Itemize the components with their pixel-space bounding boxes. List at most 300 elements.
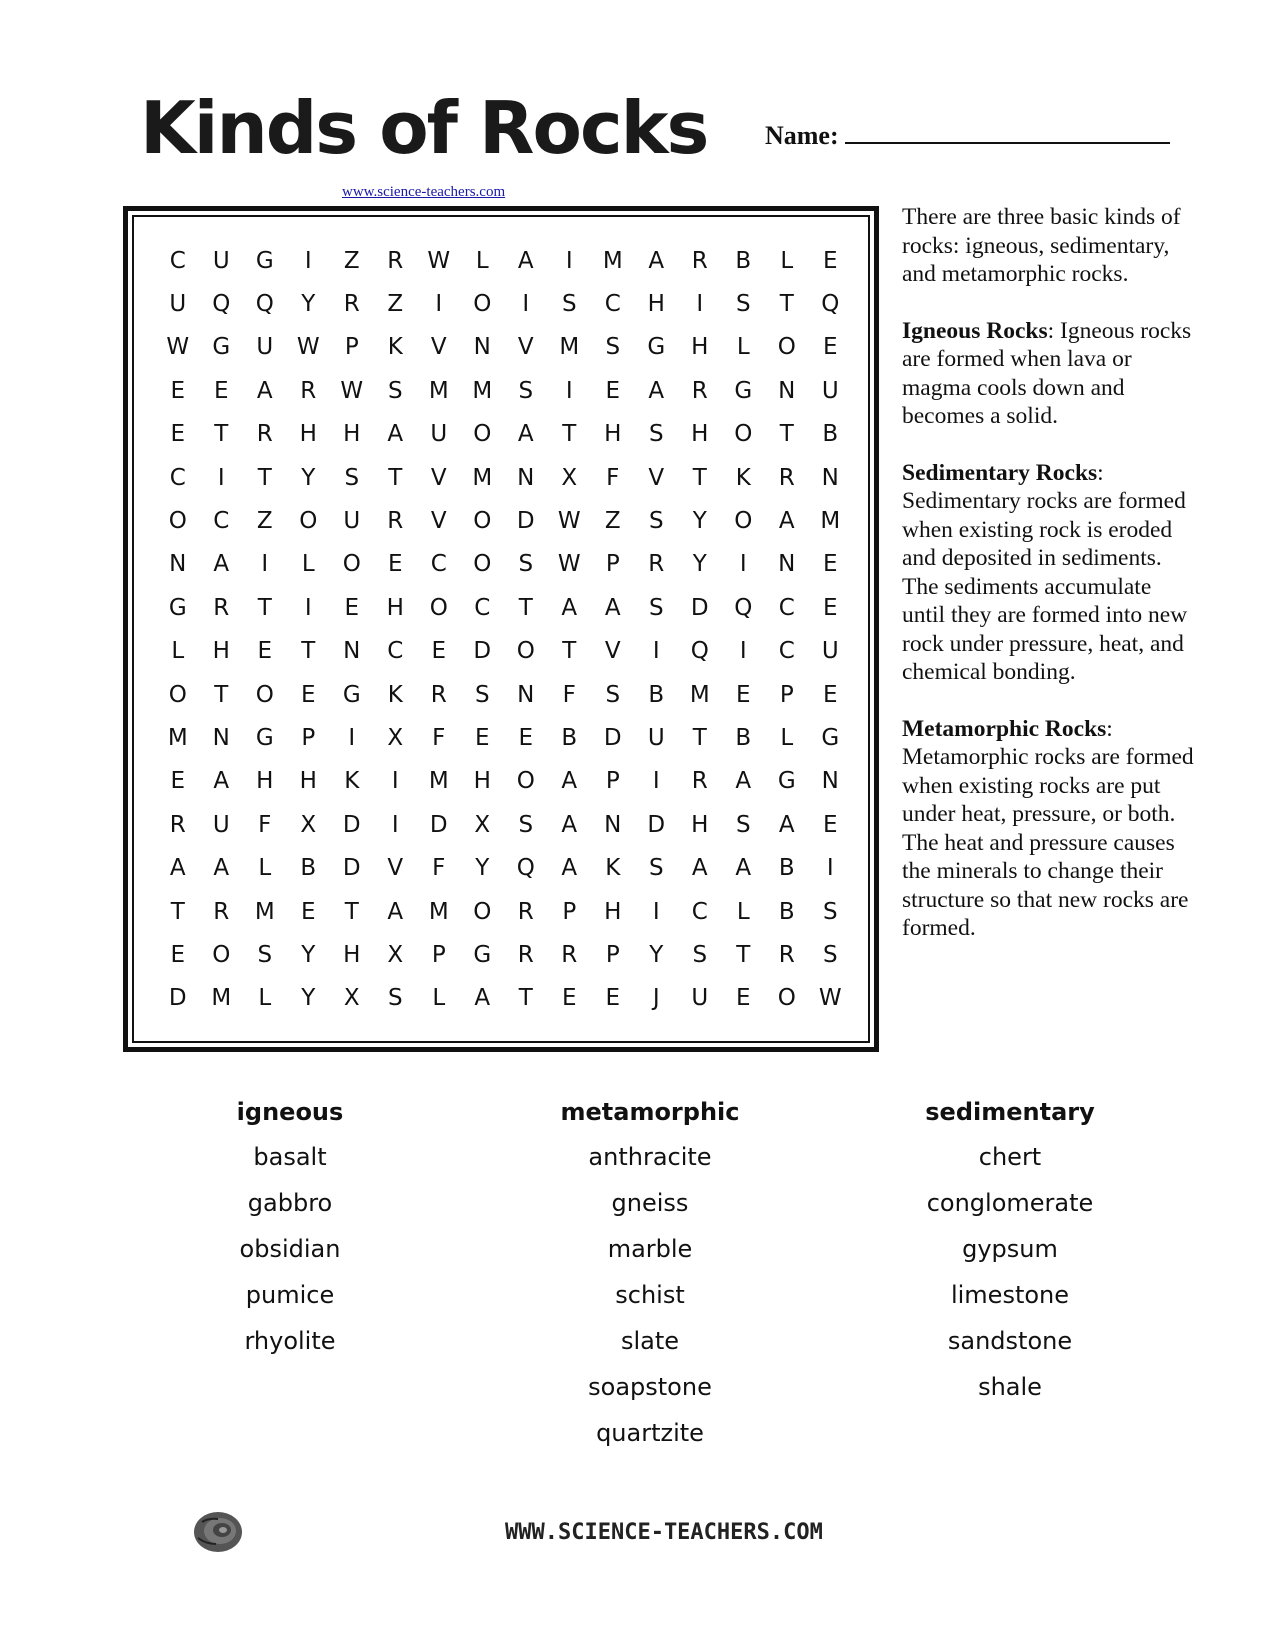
- grid-letter: I: [391, 768, 399, 795]
- grid-letter: R: [648, 551, 665, 578]
- grid-letter: H: [691, 421, 709, 448]
- grid-letter: Y: [301, 941, 316, 968]
- grid-row: [156, 456, 852, 499]
- grid-letter: H: [256, 768, 274, 795]
- grid-letter: H: [691, 811, 709, 838]
- grid-letter: S: [474, 681, 490, 708]
- word-list-item: rhyolite: [244, 1327, 336, 1355]
- word-list-item: anthracite: [588, 1143, 712, 1171]
- grid-letter: Z: [256, 508, 273, 535]
- name-blank-line: [845, 120, 1170, 144]
- grid-letter: U: [256, 334, 274, 361]
- word-list-item: gneiss: [611, 1189, 689, 1217]
- ammonite-fossil-icon: [192, 1510, 244, 1554]
- word-list-item: obsidian: [239, 1235, 341, 1263]
- grid-letter: E: [344, 594, 360, 621]
- grid-letter: O: [342, 551, 361, 578]
- grid-letter: I: [522, 291, 530, 318]
- grid-letter: M: [428, 377, 449, 404]
- grid-letter: U: [821, 638, 839, 665]
- grid-letter: E: [822, 334, 838, 361]
- grid-letter: S: [518, 377, 534, 404]
- grid-letter: U: [212, 247, 230, 274]
- grid-letter: R: [169, 811, 186, 838]
- grid-letter: S: [648, 421, 664, 448]
- grid-letter: V: [430, 508, 447, 535]
- grid-letter: Z: [343, 247, 360, 274]
- grid-letter: R: [691, 768, 708, 795]
- grid-letter: N: [343, 638, 361, 665]
- grid-letter: S: [344, 464, 360, 491]
- grid-letter: E: [735, 681, 751, 708]
- grid-letter: H: [212, 638, 230, 665]
- grid-letter: N: [517, 464, 535, 491]
- grid-letter: I: [565, 247, 573, 274]
- grid-row: [156, 499, 852, 542]
- grid-letter: X: [387, 941, 404, 968]
- grid-letter: S: [735, 811, 751, 838]
- metamorphic-paragraph: [902, 715, 1197, 943]
- grid-letter: T: [344, 898, 359, 925]
- grid-letter: E: [822, 681, 838, 708]
- grid-letter: J: [652, 985, 660, 1012]
- grid-letter: I: [652, 898, 660, 925]
- grid-letter: S: [822, 941, 838, 968]
- grid-letter: V: [648, 464, 665, 491]
- grid-row: [156, 803, 852, 846]
- grid-letter: X: [300, 811, 317, 838]
- grid-letter: P: [605, 941, 620, 968]
- grid-letter: E: [170, 941, 186, 968]
- grid-letter: Y: [692, 551, 707, 578]
- grid-letter: X: [343, 985, 360, 1012]
- sedimentary-heading: Sedimentary Rocks: [902, 459, 1098, 486]
- grid-letter: O: [212, 941, 231, 968]
- grid-letter: L: [736, 334, 750, 361]
- grid-letter: H: [343, 941, 361, 968]
- word-list-metamorphic: [520, 1098, 780, 1464]
- grid-letter: A: [213, 855, 230, 882]
- grid-row: [156, 326, 852, 369]
- grid-letter: U: [821, 377, 839, 404]
- word-list-item: schist: [615, 1281, 685, 1309]
- grid-letter: S: [387, 377, 403, 404]
- grid-letter: Q: [516, 855, 535, 882]
- grid-letter: A: [561, 855, 578, 882]
- grid-letter: A: [387, 421, 404, 448]
- grid-letter: X: [474, 811, 491, 838]
- grid-letter: C: [778, 638, 795, 665]
- grid-letter: B: [561, 724, 578, 751]
- grid-letter: D: [429, 811, 448, 838]
- grid-letter: T: [518, 985, 533, 1012]
- grid-letter: N: [604, 811, 622, 838]
- grid-letter: R: [691, 377, 708, 404]
- grid-letter: U: [169, 291, 187, 318]
- grid-letter: W: [818, 985, 842, 1012]
- grid-letter: U: [343, 508, 361, 535]
- word-list-heading: sedimentary: [925, 1098, 1095, 1126]
- grid-row: [156, 933, 852, 976]
- grid-letter: Y: [301, 464, 316, 491]
- grid-letter: Q: [212, 291, 231, 318]
- grid-letter: N: [169, 551, 187, 578]
- grid-letter: N: [212, 724, 230, 751]
- grid-letter: D: [342, 811, 361, 838]
- grid-letter: E: [431, 638, 447, 665]
- grid-letter: F: [562, 681, 576, 708]
- grid-letter: X: [387, 724, 404, 751]
- word-search-inner-border: [132, 215, 870, 1043]
- grid-letter: M: [167, 724, 188, 751]
- grid-letter: C: [778, 594, 795, 621]
- grid-letter: E: [474, 724, 490, 751]
- grid-letter: E: [822, 594, 838, 621]
- grid-letter: P: [344, 334, 359, 361]
- grid-letter: H: [647, 291, 665, 318]
- grid-letter: E: [822, 551, 838, 578]
- grid-letter: A: [517, 247, 534, 274]
- igneous-heading: Igneous Rocks: [902, 317, 1048, 344]
- grid-letter: L: [432, 985, 446, 1012]
- grid-letter: E: [822, 811, 838, 838]
- grid-letter: U: [691, 985, 709, 1012]
- grid-letter: R: [430, 681, 447, 708]
- grid-letter: I: [652, 768, 660, 795]
- grid-letter: S: [822, 898, 838, 925]
- grid-letter: R: [691, 247, 708, 274]
- grid-letter: G: [821, 724, 840, 751]
- grid-letter: E: [257, 638, 273, 665]
- grid-letter: U: [212, 811, 230, 838]
- grid-letter: O: [299, 508, 318, 535]
- grid-letter: T: [257, 464, 272, 491]
- grid-letter: C: [169, 247, 186, 274]
- grid-letter: T: [562, 421, 577, 448]
- sedimentary-paragraph: [902, 459, 1197, 687]
- grid-letter: R: [561, 941, 578, 968]
- grid-letter: A: [691, 855, 708, 882]
- igneous-paragraph: [902, 317, 1197, 431]
- grid-letter: Z: [604, 508, 621, 535]
- grid-letter: E: [213, 377, 229, 404]
- grid-letter: A: [778, 508, 795, 535]
- grid-letter: V: [517, 334, 534, 361]
- grid-letter: H: [299, 421, 317, 448]
- grid-letter: I: [304, 247, 312, 274]
- grid-letter: O: [473, 508, 492, 535]
- grid-letter: A: [561, 594, 578, 621]
- grid-letter: N: [778, 551, 796, 578]
- grid-letter: A: [256, 377, 273, 404]
- grid-letter: T: [518, 594, 533, 621]
- grid-letter: F: [432, 724, 446, 751]
- grid-letter: E: [561, 985, 577, 1012]
- grid-row: [156, 630, 852, 673]
- grid-letter: I: [652, 638, 660, 665]
- grid-letter: A: [604, 594, 621, 621]
- grid-letter: O: [473, 421, 492, 448]
- grid-letter: H: [473, 768, 491, 795]
- grid-letter: Y: [301, 985, 316, 1012]
- grid-letter: Y: [475, 855, 490, 882]
- grid-letter: R: [343, 291, 360, 318]
- grid-letter: B: [735, 724, 752, 751]
- grid-letter: C: [169, 464, 186, 491]
- grid-letter: K: [387, 681, 403, 708]
- grid-letter: A: [213, 768, 230, 795]
- grid-letter: R: [778, 464, 795, 491]
- grid-letter: E: [387, 551, 403, 578]
- grid-letter: R: [300, 377, 317, 404]
- grid-letter: H: [343, 421, 361, 448]
- grid-letter: M: [602, 247, 623, 274]
- grid-letter: W: [427, 247, 451, 274]
- grid-letter: T: [170, 898, 185, 925]
- grid-letter: M: [472, 464, 493, 491]
- grid-letter: S: [561, 291, 577, 318]
- grid-row: [156, 413, 852, 456]
- grid-letter: F: [432, 855, 446, 882]
- grid-letter: R: [213, 594, 230, 621]
- grid-letter: M: [254, 898, 275, 925]
- grid-letter: O: [473, 551, 492, 578]
- grid-row: [156, 846, 852, 889]
- grid-letter: A: [735, 768, 752, 795]
- grid-row: [156, 586, 852, 629]
- grid-letter: R: [213, 898, 230, 925]
- grid-letter: B: [778, 898, 795, 925]
- grid-row: [156, 369, 852, 412]
- word-list-item: marble: [607, 1235, 693, 1263]
- grid-letter: B: [300, 855, 317, 882]
- grid-letter: S: [648, 855, 664, 882]
- grid-letter: D: [690, 594, 709, 621]
- word-list-item: limestone: [950, 1281, 1070, 1309]
- grid-letter: Z: [387, 291, 404, 318]
- name-label: Name:: [765, 121, 839, 150]
- grid-letter: G: [255, 247, 274, 274]
- grid-letter: G: [342, 681, 361, 708]
- word-list-item: soapstone: [588, 1373, 712, 1401]
- grid-letter: H: [299, 768, 317, 795]
- grid-letter: T: [779, 421, 794, 448]
- grid-letter: X: [561, 464, 578, 491]
- grid-letter: M: [689, 681, 710, 708]
- grid-row: [156, 673, 852, 716]
- word-list-sedimentary: [880, 1098, 1140, 1418]
- grid-letter: P: [301, 724, 316, 751]
- grid-letter: Q: [690, 638, 709, 665]
- word-list-item: gypsum: [962, 1235, 1058, 1263]
- word-list-heading: igneous: [236, 1098, 344, 1126]
- grid-letter: B: [822, 421, 839, 448]
- grid-letter: A: [169, 855, 186, 882]
- grid-letter: O: [734, 508, 753, 535]
- grid-letter: T: [214, 681, 229, 708]
- grid-letter: B: [735, 247, 752, 274]
- word-list-item: pumice: [245, 1281, 335, 1309]
- site-link[interactable]: www.science-teachers.com: [342, 184, 506, 200]
- word-search-frame: [123, 206, 879, 1052]
- grid-letter: O: [734, 421, 753, 448]
- grid-letter: P: [562, 898, 577, 925]
- grid-letter: G: [647, 334, 666, 361]
- grid-letter: L: [780, 724, 794, 751]
- grid-letter: O: [516, 638, 535, 665]
- grid-letter: V: [430, 464, 447, 491]
- grid-letter: B: [648, 681, 665, 708]
- grid-letter: O: [473, 291, 492, 318]
- grid-letter: E: [170, 768, 186, 795]
- grid-letter: S: [648, 594, 664, 621]
- grid-letter: K: [387, 334, 403, 361]
- grid-letter: W: [340, 377, 364, 404]
- grid-row: [156, 890, 852, 933]
- grid-letter: C: [474, 594, 491, 621]
- grid-letter: D: [603, 724, 622, 751]
- grid-letter: R: [387, 508, 404, 535]
- grid-letter: O: [473, 898, 492, 925]
- grid-letter: R: [517, 898, 534, 925]
- grid-letter: E: [300, 898, 316, 925]
- grid-letter: C: [387, 638, 404, 665]
- grid-letter: B: [778, 855, 795, 882]
- grid-letter: Y: [649, 941, 664, 968]
- grid-letter: H: [386, 594, 404, 621]
- grid-letter: I: [696, 291, 704, 318]
- word-list-item: slate: [620, 1327, 680, 1355]
- grid-row: [156, 760, 852, 803]
- intro-paragraph: There are three basic kinds of rocks: igneous, sedimentary, and metamorphic rocks.: [902, 204, 1181, 287]
- grid-letter: I: [435, 291, 443, 318]
- grid-letter: T: [562, 638, 577, 665]
- metamorphic-text: : Metamorphic rocks are formed when existing rocks are put under heat, pressure, or both. The heat and pressure causes the minerals to change their structure so that new rocks are formed.: [902, 715, 1194, 941]
- grid-letter: Q: [255, 291, 274, 318]
- grid-letter: L: [475, 247, 489, 274]
- grid-letter: L: [736, 898, 750, 925]
- grid-letter: K: [605, 855, 621, 882]
- grid-letter: E: [605, 377, 621, 404]
- grid-letter: G: [212, 334, 231, 361]
- grid-row: [156, 239, 852, 282]
- grid-letter: N: [517, 681, 535, 708]
- grid-letter: T: [388, 464, 403, 491]
- footer-site-text: WWW.SCIENCE-TEACHERS.COM: [505, 1520, 823, 1545]
- grid-row: [156, 282, 852, 325]
- grid-letter: I: [261, 551, 269, 578]
- grid-letter: N: [821, 464, 839, 491]
- grid-letter: S: [692, 941, 708, 968]
- grid-letter: K: [735, 464, 751, 491]
- grid-letter: H: [604, 421, 622, 448]
- grid-letter: P: [779, 681, 794, 708]
- grid-letter: M: [428, 898, 449, 925]
- grid-letter: T: [301, 638, 316, 665]
- word-search-grid: [156, 239, 852, 1020]
- grid-letter: C: [604, 291, 621, 318]
- word-list-item: shale: [978, 1373, 1042, 1401]
- grid-letter: T: [692, 464, 707, 491]
- grid-letter: N: [778, 377, 796, 404]
- grid-letter: O: [168, 508, 187, 535]
- grid-letter: E: [170, 377, 186, 404]
- grid-letter: V: [430, 334, 447, 361]
- grid-letter: K: [344, 768, 360, 795]
- grid-letter: C: [691, 898, 708, 925]
- rock-info-panel: [902, 203, 1197, 971]
- grid-letter: V: [387, 855, 404, 882]
- grid-letter: O: [255, 681, 274, 708]
- grid-letter: T: [692, 724, 707, 751]
- grid-letter: R: [256, 421, 273, 448]
- grid-letter: O: [429, 594, 448, 621]
- grid-letter: I: [304, 594, 312, 621]
- grid-letter: G: [734, 377, 753, 404]
- grid-letter: M: [472, 377, 493, 404]
- grid-letter: E: [518, 724, 534, 751]
- grid-letter: S: [605, 334, 621, 361]
- grid-letter: G: [473, 941, 492, 968]
- grid-letter: D: [647, 811, 666, 838]
- grid-letter: M: [428, 768, 449, 795]
- grid-letter: P: [605, 551, 620, 578]
- grid-letter: A: [778, 811, 795, 838]
- grid-letter: H: [691, 334, 709, 361]
- grid-letter: U: [430, 421, 448, 448]
- grid-letter: D: [473, 638, 492, 665]
- grid-letter: Y: [301, 291, 316, 318]
- grid-letter: I: [565, 377, 573, 404]
- page-title: Kinds of Rocks: [140, 86, 708, 170]
- grid-letter: G: [777, 768, 796, 795]
- grid-letter: I: [739, 551, 747, 578]
- grid-letter: S: [605, 681, 621, 708]
- grid-letter: L: [258, 985, 272, 1012]
- grid-row: [156, 543, 852, 586]
- grid-letter: I: [348, 724, 356, 751]
- grid-letter: A: [387, 898, 404, 925]
- grid-letter: N: [473, 334, 491, 361]
- grid-letter: U: [647, 724, 665, 751]
- grid-letter: I: [391, 811, 399, 838]
- grid-letter: A: [735, 855, 752, 882]
- grid-letter: C: [430, 551, 447, 578]
- grid-letter: A: [517, 421, 534, 448]
- word-list-heading: metamorphic: [560, 1098, 740, 1126]
- grid-letter: Q: [821, 291, 840, 318]
- grid-letter: S: [735, 291, 751, 318]
- grid-letter: M: [211, 985, 232, 1012]
- word-list-item: gabbro: [247, 1189, 333, 1217]
- grid-letter: S: [387, 985, 403, 1012]
- grid-letter: O: [516, 768, 535, 795]
- grid-letter: D: [516, 508, 535, 535]
- word-list-item: chert: [978, 1143, 1042, 1171]
- grid-letter: D: [168, 985, 187, 1012]
- grid-letter: E: [605, 985, 621, 1012]
- grid-letter: E: [822, 247, 838, 274]
- grid-letter: Q: [734, 594, 753, 621]
- grid-letter: F: [606, 464, 620, 491]
- grid-letter: I: [826, 855, 834, 882]
- grid-letter: T: [779, 291, 794, 318]
- sedimentary-text: : Sedimentary rocks are formed when existing rock is eroded and deposited in sediments. The sediments accumulate until they are formed into new rock under pressure, heat, and chemical bonding.: [902, 459, 1188, 685]
- word-list-igneous: [160, 1098, 420, 1372]
- grid-letter: S: [518, 551, 534, 578]
- grid-letter: E: [300, 681, 316, 708]
- grid-letter: E: [735, 985, 751, 1012]
